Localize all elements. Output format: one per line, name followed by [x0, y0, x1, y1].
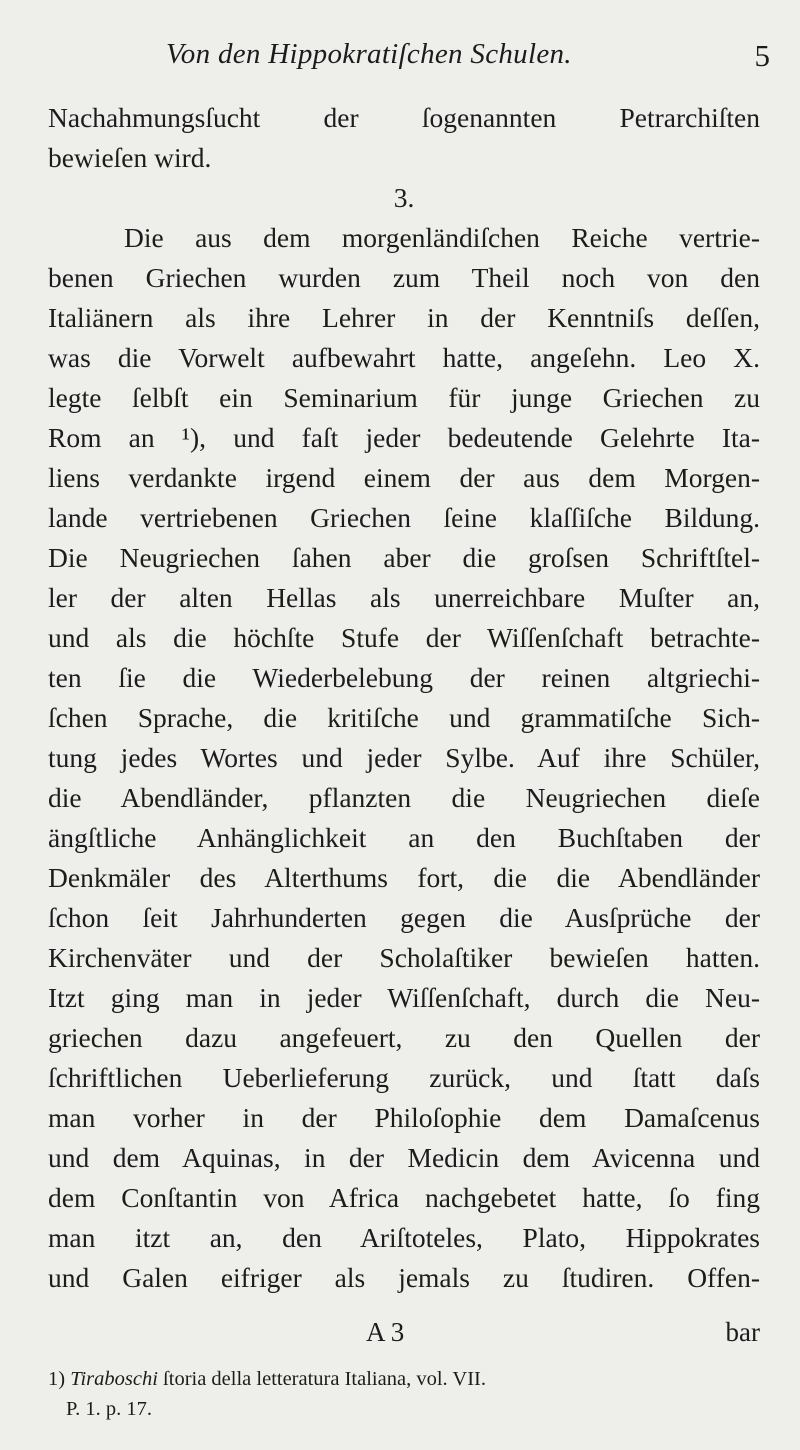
text-line: Kirchenväter und der Scholaſtiker bewieſen hatten. — [48, 942, 760, 973]
text-line: ler der alten Hellas als unerreichbare Muſter an, — [48, 582, 760, 613]
text-line: bewieſen wird. — [48, 142, 212, 173]
page-header — [48, 38, 770, 88]
page-number: 5 — [754, 38, 770, 73]
text-line: Nachahmungsſucht der ſogenannten Petrarchiſten — [48, 102, 760, 133]
text-line: Rom an ¹), und faſt jeder bedeutende Gelehrte Ita- — [48, 422, 760, 453]
text-line: ſchriftlichen Ueberlieferung zurück, und ſtatt daſs — [48, 1062, 760, 1093]
text-line: man vorher in der Philoſophie dem Damaſcenus — [48, 1102, 760, 1133]
text-line: legte ſelbſt ein Seminarium für junge Griechen zu — [48, 382, 760, 413]
page-footer — [48, 1312, 760, 1352]
text-line: Die aus dem morgenländiſchen Reiche vertrie- — [124, 222, 760, 253]
footnote-author: Tiraboschi — [70, 1368, 158, 1390]
running-title: Von den Hippokratiſchen Schulen. — [166, 38, 572, 70]
text-line: tung jedes Wortes und jeder Sylbe. Auf ihre Schüler, — [48, 742, 760, 773]
text-line: die Abendländer, pflanzten die Neugriechen dieſe — [48, 782, 760, 813]
text-line: und Galen eifriger als jemals zu ſtudiren. Offen- — [48, 1262, 760, 1293]
text-line: ſchen Sprache, die kritiſche und grammatiſche Sich- — [48, 702, 760, 733]
footnote-continuation: P. 1. p. 17. — [66, 1398, 153, 1420]
text-line: Itzt ging man in jeder Wiſſenſchaft, durch die Neu- — [48, 982, 760, 1013]
text-line: griechen dazu angefeuert, zu den Quellen der — [48, 1022, 760, 1053]
text-line: Die Neugriechen ſahen aber die groſsen Schriftſtel- — [48, 542, 760, 573]
footnote — [48, 1364, 760, 1424]
text-line: benen Griechen wurden zum Theil noch von den — [48, 262, 760, 293]
footnote-text: ſtoria della letteratura Italiana, vol. VII. — [163, 1368, 486, 1390]
text-line: und dem Aquinas, in der Medicin dem Avicenna und — [48, 1142, 760, 1173]
text-line: liens verdankte irgend einem der aus dem Morgen- — [48, 462, 760, 493]
body-text — [48, 98, 760, 1298]
catchword: bar — [725, 1317, 760, 1347]
text-line: dem Conſtantin von Africa nachgebetet hatte, ſo fing — [48, 1182, 760, 1213]
text-line: ten ſie die Wiederbelebung der reinen altgriechi- — [48, 662, 760, 693]
text-line: was die Vorwelt aufbewahrt hatte, angeſehn. Leo X. — [48, 342, 760, 373]
section-number: 3. — [393, 182, 415, 213]
text-line: Italiänern als ihre Lehrer in der Kenntniſs deſſen, — [48, 302, 760, 333]
signature-mark: A 3 — [366, 1317, 405, 1347]
text-line: ängſtliche Anhänglichkeit an den Buchſtaben der — [48, 822, 760, 853]
text-line: und als die höchſte Stufe der Wiſſenſchaft betrachte- — [48, 622, 760, 653]
footnote-marker: 1) — [48, 1368, 66, 1390]
text-line: Denkmäler des Alterthums fort, die die Abendländer — [48, 862, 760, 893]
text-line: man itzt an, den Ariſtoteles, Plato, Hippokrates — [48, 1222, 760, 1253]
text-line: ſchon ſeit Jahrhunderten gegen die Ausſprüche der — [48, 902, 760, 933]
text-line: lande vertriebenen Griechen ſeine klaſſiſche Bildung. — [48, 502, 760, 533]
